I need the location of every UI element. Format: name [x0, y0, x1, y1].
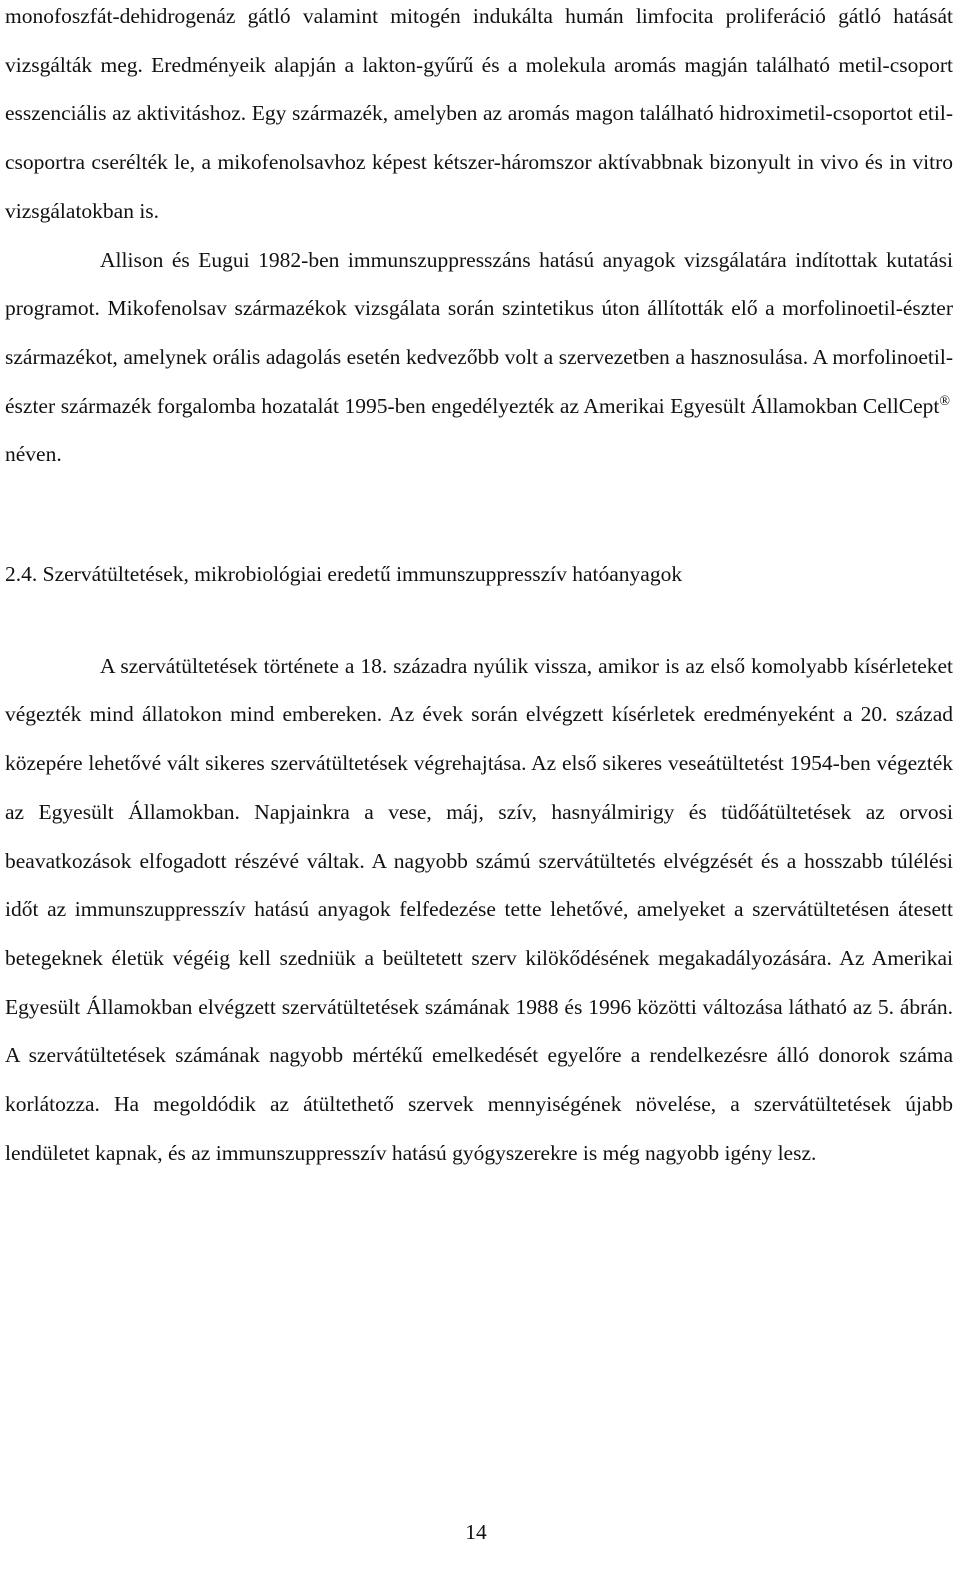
paragraph-continuation: monofoszfát-dehidrogenáz gátló valamint mitogén indukálta humán limfocita proliferáció gátló hatását vizsgálták meg. Eredményeik alapján a lakton-gyűrű és a molekula aromás magján található metil-csoport esszenciális az aktivitáshoz. Egy származék, amelyben az aromás magon található hidroximetil-csoportot etil-csoportra cserélték le, a mikofenolsavhoz képest kétszer-háromszor aktívabbnak bizonyult in vivo és in vitro vizsgálatokban is.: [5, 4, 953, 223]
section-heading: 2.4. Szervátültetések, mikrobiológiai eredetű immunszuppresszív hatóanyagok: [5, 562, 683, 587]
page-number: 14: [465, 1520, 487, 1544]
paragraph-allison-eugui-end: néven.: [5, 442, 62, 467]
paragraph-allison-eugui-text: Allison és Eugui 1982-ben immunszuppresszáns hatású anyagok vizsgálatára indítottak kutatási programot. Mikofenolsav származékok vizsgálata során szintetikus úton állították elő a morfolinoetil-észter származékot, amelynek orális adagolás esetén kedvezőbb volt a szervezetben a hasznosulása. A morfolinoetil-észter származék forgalomba hozatalát 1995-ben engedélyezték az Amerikai Egyesült Államokban CellCept: [5, 247, 953, 418]
paragraph-organ-transplantation: A szervátültetések története a 18. századra nyúlik vissza, amikor is az első komolyabb kísérleteket végezték mind állatokon mind embereken. Az évek során elvégzett kísérletek eredményeként a 20. század közepére lehetővé vált sikeres szervátültetések végrehajtása. Az első sikeres veseátültetést 1954-ben végezték az Egyesült Államokban. Napjainkra a vese, máj, szív, hasnyálmirigy és tüdőátültetések az orvosi beavatkozások elfogadott részévé váltak. A nagyobb számú szervátültetés elvégzését és a hosszabb túlélési időt az immunszuppresszív hatású anyagok felfedezése tette lehetővé, amelyeket a szervátültetésen átesett betegeknek életük végéig kell szedniük a beültetett szerv kilökődésének megakadályozására. Az Amerikai Egyesült Államokban elvégzett szervátültetések számának 1988 és 1996 közötti változása látható az 5. ábrán. A szervátültetések számának nagyobb mértékű emelkedését egyelőre a rendelkezésre álló donorok száma korlátozza. Ha megoldódik az átültethető szervek mennyiségének növelése, a szervátültetések újabb lendületet kapnak, és az immunszuppresszív hatású gyógyszerekre is még nagyobb igény lesz.: [5, 653, 953, 1165]
document-page: [5, 0, 953, 1177]
paragraph-allison-eugui: [5, 236, 953, 480]
registered-trademark-mark: ®: [939, 393, 950, 409]
